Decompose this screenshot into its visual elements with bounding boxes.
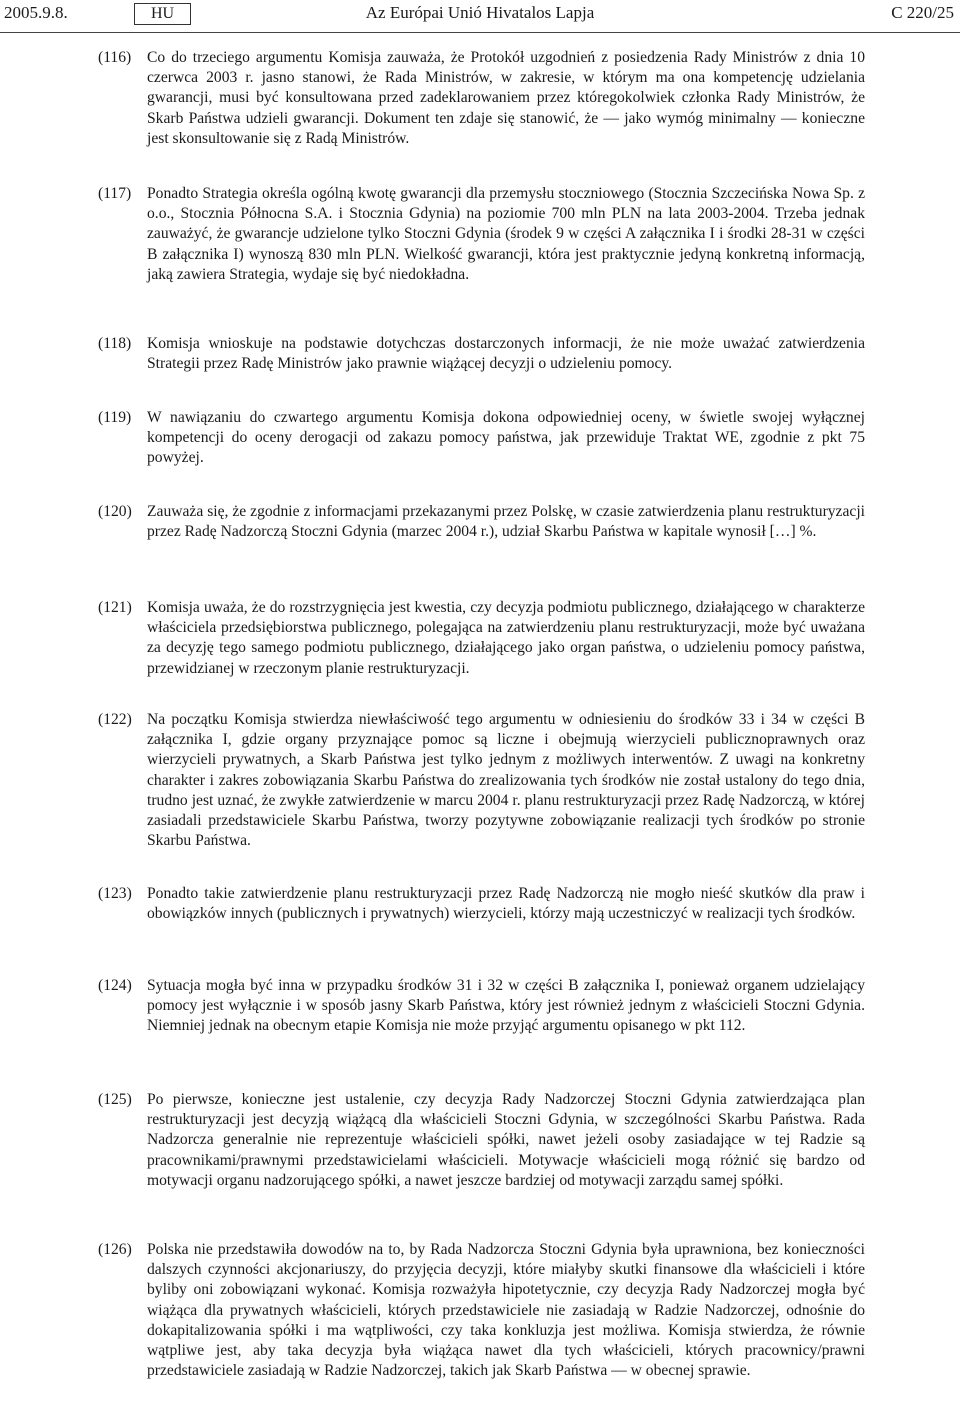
- paragraph-number: (126): [98, 1241, 132, 1258]
- paragraph-text: Komisja wnioskuje na podstawie dotychczas dostarczonych informacji, że nie może uważać zatwierdzenia Strategii przez Radę Ministrów jako prawnie wiążącej decyzji o udzieleniu pomocy.: [147, 335, 865, 373]
- paragraph-number: (122): [98, 711, 132, 728]
- publication-date: 2005.9.8.: [4, 3, 68, 22]
- paragraph-text: Ponadto Strategia określa ogólną kwotę gwarancji dla przemysłu stoczniowego (Stocznia Szczecińska Nowa Sp. z o.o., Stocznia Północna S.A. i Stocznia Gdynia) na poziomie 700 mln PLN na lata 2003-2004. Trzeba jednak zauważyć, że gwarancje udzielone tylko Stoczni Gdynia (środek 9 w części A załącznika I i środki 28-31 w części B załącznika I) wynoszą 830 mln PLN. Wielkość gwarancji, która jest praktycznie jedyną konkretną informacją, jaką zawiera Strategia, wydaje się być niedokładna.: [147, 185, 865, 283]
- paragraph-text: Na początku Komisja stwierdza niewłaściwość tego argumentu w odniesieniu do środków 33 i 34 w części B załącznika I, gdzie organy przyznające pomoc są liczne i obejmują wierzycieli publicznoprawnych oraz wierzycieli prywatnych, a Skarb Państwa jest tylko jednym z możliwych interwentów. Z uwagi na konkretny charakter i zakres zobowiązania Skarbu Państwa do zrealizowania tych środków nie został ustalony do tego dnia, trudno jest uznać, że zwykłe zatwierdzenie w marcu 2004 r. planu restrukturyzacji przez Radę Nadzorczą, w której zasiadali przedstawiciele Skarbu Państwa, tworzy pozytywne zobowiązanie realizacji tych środków po stronie Skarbu Państwa.: [147, 711, 865, 850]
- language-badge: HU: [134, 3, 191, 25]
- paragraph-number: (125): [98, 1091, 132, 1108]
- paragraph-number: (116): [98, 49, 132, 66]
- paragraph-number: (117): [98, 185, 132, 202]
- page-reference: C 220/25: [891, 3, 954, 22]
- paragraph-number: (119): [98, 409, 132, 426]
- paragraph-text: Ponadto takie zatwierdzenie planu restrukturyzacji przez Radę Nadzorczą nie mogło nieść skutków dla praw i obowiązków innych (publicznych i prywatnych) wierzycieli, którzy mają uczestniczyć w realizacji tych środków.: [147, 885, 865, 923]
- paragraph-text: Polska nie przedstawiła dowodów na to, by Rada Nadzorcza Stoczni Gdynia była uprawniona, bez konieczności dalszych czynności akcjonariuszy, do przyjęcia decyzji, które miałyby skutki finansowe dla właścicieli i które byliby oni zobowiązani wykonać. Komisja rozważyła hipotetycznie, czy decyzja Rady Nadzorczej mogła być wiążąca dla prywatnych właścicieli, których przedstawiciele nie zasiadają w Radzie Nadzorczej, odnośnie do dokapitalizowania spółki i ma wątpliwości, czy taka konkluzja jest możliwa. Komisja stwierdza, że równie wątpliwe jest, aby taka decyzja była wiążąca nawet dla tych właścicieli, których pracownicy/prawni przedstawiciele zasiadają w Radzie Nadzorczej, takich jak Skarb Państwa — w obecnej sprawie.: [147, 1241, 865, 1380]
- paragraph-text: Co do trzeciego argumentu Komisja zauważa, że Protokół uzgodnień z posiedzenia Rady Ministrów z dnia 10 czerwca 2003 r. jasno stanowi, że Rada Ministrów, w zakresie, w którym ma ona kompetencję udzielania gwarancji, musi być konsultowana przed zadeklarowaniem przez któregokolwiek członka Rady Ministrów, że Skarb Państwa udzieli gwarancji. Dokument ten zdaje się stanowić, że — jako wymóg minimalny — konieczne jest skonsultowanie się z Radą Ministrów.: [147, 49, 865, 147]
- header-rule: [0, 32, 960, 33]
- paragraph-number: (124): [98, 977, 132, 994]
- journal-title: Az Európai Unió Hivatalos Lapja: [365, 3, 595, 22]
- paragraph-text: Sytuacja mogła być inna w przypadku środków 31 i 32 w części B załącznika I, ponieważ organem udzielający pomocy jest wyłącznie i w sposób jasny Skarb Państwa, który jest również jednym z właścicieli Stoczni Gdynia. Niemniej jednak na obecnym etapie Komisja nie może przyjąć argumentu opisanego w pkt 112.: [147, 977, 865, 1035]
- paragraph-number: (120): [98, 503, 132, 520]
- paragraph-number: (121): [98, 599, 132, 616]
- paragraph-text: Zauważa się, że zgodnie z informacjami przekazanymi przez Polskę, w czasie zatwierdzenia planu restrukturyzacji przez Radę Nadzorczą Stoczni Gdynia (marzec 2004 r.), udział Skarbu Państwa w kapitale wynosił […] %.: [147, 503, 865, 541]
- paragraph-text: Komisja uważa, że do rozstrzygnięcia jest kwestia, czy decyzja podmiotu publicznego, działającego w charakterze właściciela przedsiębiorstwa publicznego, polegająca na zatwierdzeniu planu restrukturyzacji, może być uważana za decyzję tego samego podmiotu publicznego, działającego jako organ państwa, o udzieleniu pomocy państwa, przewidzianej w rzeczonym planie restrukturyzacji.: [147, 599, 865, 677]
- paragraph-text: W nawiązaniu do czwartego argumentu Komisja dokona odpowiedniej oceny, w świetle swojej wyłącznej kompetencji do oceny derogacji od zakazu pomocy państwa, jak przewiduje Traktat WE, zgodnie z pkt 75 powyżej.: [147, 409, 865, 467]
- paragraph-number: (118): [98, 335, 132, 352]
- page-header: [0, 0, 960, 30]
- paragraph-number: (123): [98, 885, 132, 902]
- paragraph-text: Po pierwsze, konieczne jest ustalenie, czy decyzja Rady Nadzorczej Stoczni Gdynia zatwierdzająca plan restrukturyzacji jest decyzją wiążącą dla właścicieli Stoczni Gdynia, w szczególności Skarbu Państwa. Rada Nadzorcza generalnie nie reprezentuje właścicieli spółki, nawet jeżeli osoby zasiadające w tej Radzie są pracownikami/prawnymi przedstawicielami właścicieli. Motywacje właścicieli mogą różnić się bardzo od motywacji organu nadzorującego spółki, a nawet jeszcze bardziej od motywacji zarządu samej spółki.: [147, 1091, 865, 1189]
